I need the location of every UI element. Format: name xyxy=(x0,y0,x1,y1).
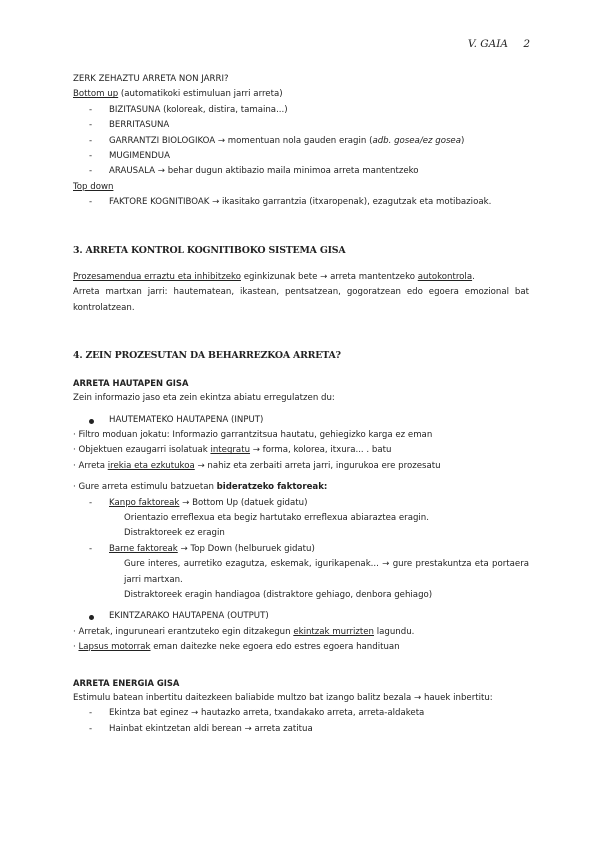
underlined-term: irekia eta ezkutukoa xyxy=(107,460,195,471)
paragraph-text: . xyxy=(472,272,475,283)
list-item-text: GARRANTZI BIOLOGIKOA → momentuan nola gauden eragin ( xyxy=(109,135,373,146)
note-line xyxy=(73,625,529,640)
note-line xyxy=(73,459,529,474)
bottom-up-line xyxy=(73,87,529,102)
document-body xyxy=(73,72,529,737)
list-item: - Hainbat ekintzetan aldi berean → arreta zatitua xyxy=(73,722,529,737)
list-item-text: → Top Down (helburuek gidatu) xyxy=(177,543,315,554)
paragraph: Arreta martxan jarri: hautematean, ikastean, pentsatzean, gogoratzean edo egoera emozional bat kontrolatzean. xyxy=(73,287,529,313)
underlined-term: Prozesamendua erraztu eta inhibitzeko xyxy=(73,272,241,283)
paragraph xyxy=(73,270,529,285)
list-item xyxy=(73,542,529,557)
bold-term: bideratzeko faktoreak: xyxy=(216,482,328,493)
section-heading: 3. ARRETA KONTROL KOGNITIBOKO SISTEMA GISA xyxy=(73,244,346,256)
list-item: - ARAUSALA → behar dugun aktibazio maila minimoa arreta mantentzeko xyxy=(73,164,529,179)
list-item: - BERRITASUNA xyxy=(73,118,529,133)
note-text: → forma, kolorea, itxura... . batu xyxy=(250,445,392,456)
chapter-label: V. GAIA xyxy=(467,38,508,50)
note-line xyxy=(73,480,529,495)
list-item-text: → Bottom Up (datuek gidatu) xyxy=(179,497,308,508)
note-text: · Gure arreta estimulu batzuetan xyxy=(73,482,217,493)
underlined-term: integratu xyxy=(210,445,251,456)
note-line xyxy=(73,443,529,458)
list-item: - MUGIMENDUA xyxy=(73,149,529,164)
note-text: · xyxy=(73,642,79,653)
note-text: · Arreta xyxy=(73,460,108,471)
indented-line: Gure interes, aurretiko ezagutza, eskemak, igurikapenak... → gure prestakuntza eta portaera jarri martxan. xyxy=(124,559,529,585)
indented-line: Orientazio erreflexua eta begiz hartutako erreflexua abiaraztea eragin. xyxy=(124,512,429,523)
note-text: eman daitezke neke egoera edo estres egoera handituan xyxy=(150,642,400,653)
list-item-example: adb. gosea/ez gosea xyxy=(372,135,461,146)
list-item: - BIZITASUNA (koloreak, distira, tamaina...) xyxy=(73,103,529,118)
section-heading: ZERK ZEHAZTU ARRETA NON JARRI? xyxy=(73,74,229,84)
underlined-term: Lapsus motorrak xyxy=(78,642,151,653)
underlined-term: Barne faktoreak xyxy=(109,543,178,554)
underlined-term: Kanpo faktoreak xyxy=(109,497,180,508)
paragraph: Estimulu batean inbertitu daitezkeen baliabide multzo bat izango balitz bezala → hauek inbertitu: xyxy=(73,693,493,703)
note-line xyxy=(73,640,529,655)
list-item xyxy=(73,496,529,511)
page-number: 2 xyxy=(523,38,530,50)
list-item xyxy=(73,134,529,149)
note-line: · Filtro moduan jokatu: Informazio garrantzitsua hautatu, gehiegizko karga ez eman xyxy=(73,429,433,440)
indented-line: Distraktoreek eragin handiagoa (distraktore gehiago, denbora gehiago) xyxy=(124,589,433,600)
note-text: · Arretak, inguruneari erantzuteko egin ditzakegun xyxy=(73,626,294,637)
top-down-term: Top down xyxy=(73,181,114,192)
list-item: - Ekintza bat eginez → hautazko arreta, txandakako arreta, arreta-aldaketa xyxy=(73,706,529,721)
bottom-up-desc: (automatikoki estimuluan jarri arreta) xyxy=(118,89,283,100)
underlined-term: ekintzak murrizten xyxy=(293,626,375,637)
note-text: → nahiz eta zerbaiti arreta jarri, ingurukoa ere prozesatu xyxy=(194,460,441,471)
note-text: lagundu. xyxy=(374,626,415,637)
subsection-heading: ARRETA HAUTAPEN GISA xyxy=(73,377,189,388)
paragraph-text: eginkizunak bete → arreta mantentzeko xyxy=(240,272,418,283)
subsection-heading: ARRETA ENERGIA GISA xyxy=(73,677,180,688)
bullet-item: EKINTZARAKO HAUTAPENA (OUTPUT) xyxy=(73,609,529,624)
underlined-term: autokontrola xyxy=(417,272,473,283)
section-heading: 4. ZEIN PROZESUTAN DA BEHARREZKOA ARRETA? xyxy=(73,350,341,362)
list-item: - FAKTORE KOGNITIBOAK → ikasitako garrantzia (itxaropenak), ezagutzak eta motibazioak. xyxy=(73,195,529,210)
paragraph: Zein informazio jaso eta zein ekintza abiatu erregulatzen du: xyxy=(73,393,335,404)
bullet-item: HAUTEMATEKO HAUTAPENA (INPUT) xyxy=(73,413,529,428)
note-text: · Objektuen ezaugarri isolatuak xyxy=(73,445,211,456)
indented-line: Distraktoreek ez eragin xyxy=(124,528,225,539)
list-item-text: ) xyxy=(461,135,465,146)
page-header xyxy=(468,38,530,50)
bottom-up-term: Bottom up xyxy=(73,89,119,100)
